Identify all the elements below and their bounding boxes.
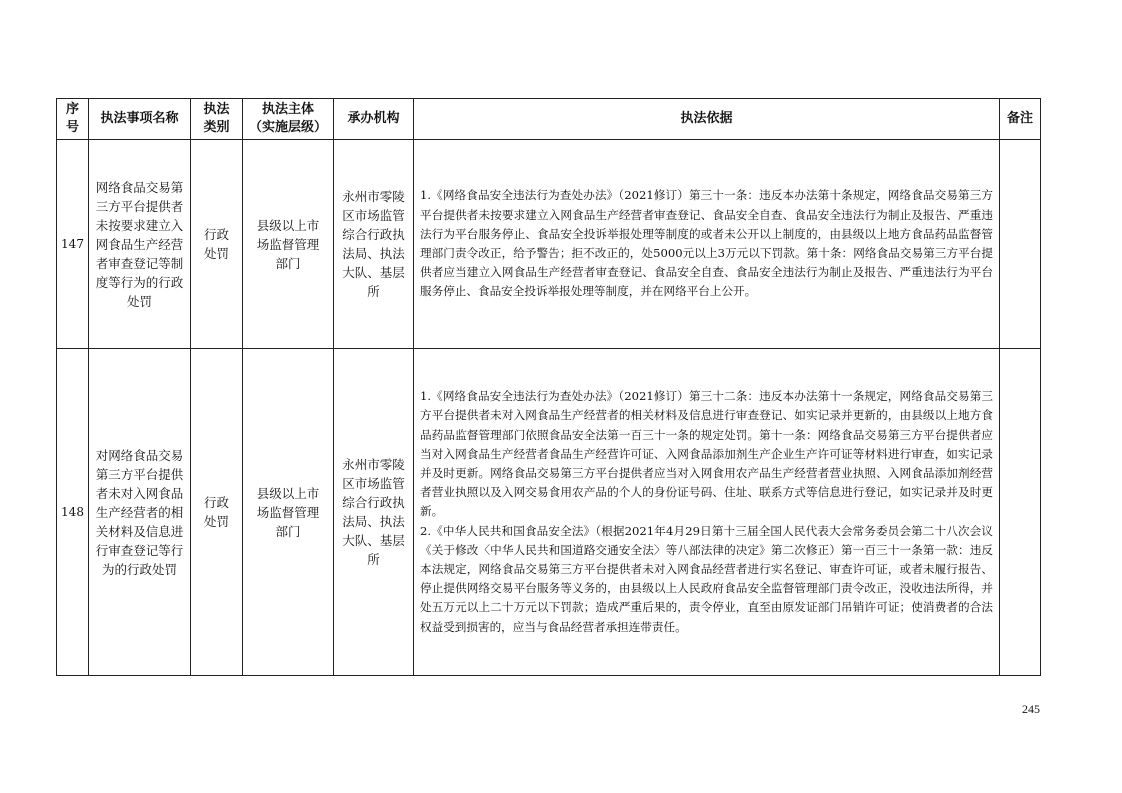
row-enforcement-body: 县级以上市场监督管理部门 bbox=[243, 349, 334, 676]
row-seq: 148 bbox=[57, 349, 89, 676]
page-number: 245 bbox=[1022, 702, 1040, 716]
header-row bbox=[57, 99, 1041, 140]
row-category: 行政处罚 bbox=[191, 140, 243, 349]
table-row bbox=[57, 349, 1041, 676]
row-category: 行政处罚 bbox=[191, 349, 243, 676]
header-basis: 执法依据 bbox=[414, 99, 1000, 140]
header-body: 执法主体 （实施层级） bbox=[243, 99, 334, 140]
header-category: 执法 类别 bbox=[191, 99, 243, 140]
row-remark bbox=[1000, 349, 1041, 676]
row-legal-basis bbox=[414, 140, 1000, 349]
row-seq: 147 bbox=[57, 140, 89, 349]
row-enforcement-body: 县级以上市场监督管理部门 bbox=[243, 140, 334, 349]
row-item-name: 网络食品交易第三方平台提供者未按要求建立入网食品生产经营者审查登记等制度等行为的行政处罚 bbox=[89, 140, 191, 349]
row-legal-basis bbox=[414, 349, 1000, 676]
header-seq: 序 号 bbox=[57, 99, 89, 140]
table-row bbox=[57, 140, 1041, 349]
header-org: 承办机构 bbox=[334, 99, 414, 140]
row-handling-org: 永州市零陵区市场监管综合行政执法局、执法大队、基层所 bbox=[334, 140, 414, 349]
basis-paragraph: 1.《网络食品安全违法行为查处办法》（2021修订）第三十一条：违反本办法第十条规定，网络食品交易第三方平台提供者未按要求建立入网食品生产经营者审查登记、食品安全自查、食品安全违法行为制止及报告、严重违法行为平台服务停止、食品安全投诉举报处理等制度的或者未公开以上制度的，由县级以上地方食品药品监督管理部门责令改正，给予警告；拒不改正的，处5000元以上3万元以下罚款。第十条：网络食品交易第三方平台提供者应当建立入网食品生产经营者审查登记、食品安全自查、食品安全违法行为制止及报告、严重违法行为平台服务停止、食品安全投诉举报处理等制度，并在网络平台上公开。 bbox=[420, 188, 993, 299]
row-item-name: 对网络食品交易第三方平台提供者未对入网食品生产经营者的相关材料及信息进行审查登记等行为的行政处罚 bbox=[89, 349, 191, 676]
row-remark bbox=[1000, 140, 1041, 349]
enforcement-table bbox=[56, 98, 1041, 676]
row-handling-org: 永州市零陵区市场监管综合行政执法局、执法大队、基层所 bbox=[334, 349, 414, 676]
header-remark: 备注 bbox=[1000, 99, 1041, 140]
header-name: 执法事项名称 bbox=[89, 99, 191, 140]
basis-paragraph: 1.《网络食品安全违法行为查处办法》（2021修订）第三十二条：违反本办法第十一条规定，网络食品交易第三方平台提供者未对入网食品生产经营者的相关材料及信息进行审查登记、如实记录并更新的，由县级以上地方食品药品监督管理部门依照食品安全法第一百三十一条的规定处罚。第十一条：网络食品交易第三方平台提供者应当对入网食品生产经营者食品生产经营许可证、入网食品添加剂生产企业生产许可证等材料进行审查，如实记录并及时更新。网络食品交易第三方平台提供者应当对入网食用农产品生产经营者营业执照、入网食品添加剂经营者营业执照以及入网交易食用农产品的个人的身份证号码、住址、联系方式等信息进行登记，如实记录并及时更新。 bbox=[420, 389, 993, 519]
basis-paragraph: 2.《中华人民共和国食品安全法》（根据2021年4月29日第十三届全国人民代表大会常务委员会第二十八次会议《关于修改〈中华人民共和国道路交通安全法〉等八部法律的决定》第二次修正）第一百三十一条第一款：违反本法规定，网络食品交易第三方平台提供者未对入网食品经营者进行实名登记、审查许可证，或者未履行报告、停止提供网络交易平台服务等义务的，由县级以上人民政府食品安全监督管理部门责令改正，没收违法所得，并处五万元以上二十万元以下罚款；造成严重后果的，责令停业，直至由原发证部门吊销许可证；使消费者的合法权益受到损害的，应当与食品经营者承担连带责任。 bbox=[420, 523, 993, 634]
